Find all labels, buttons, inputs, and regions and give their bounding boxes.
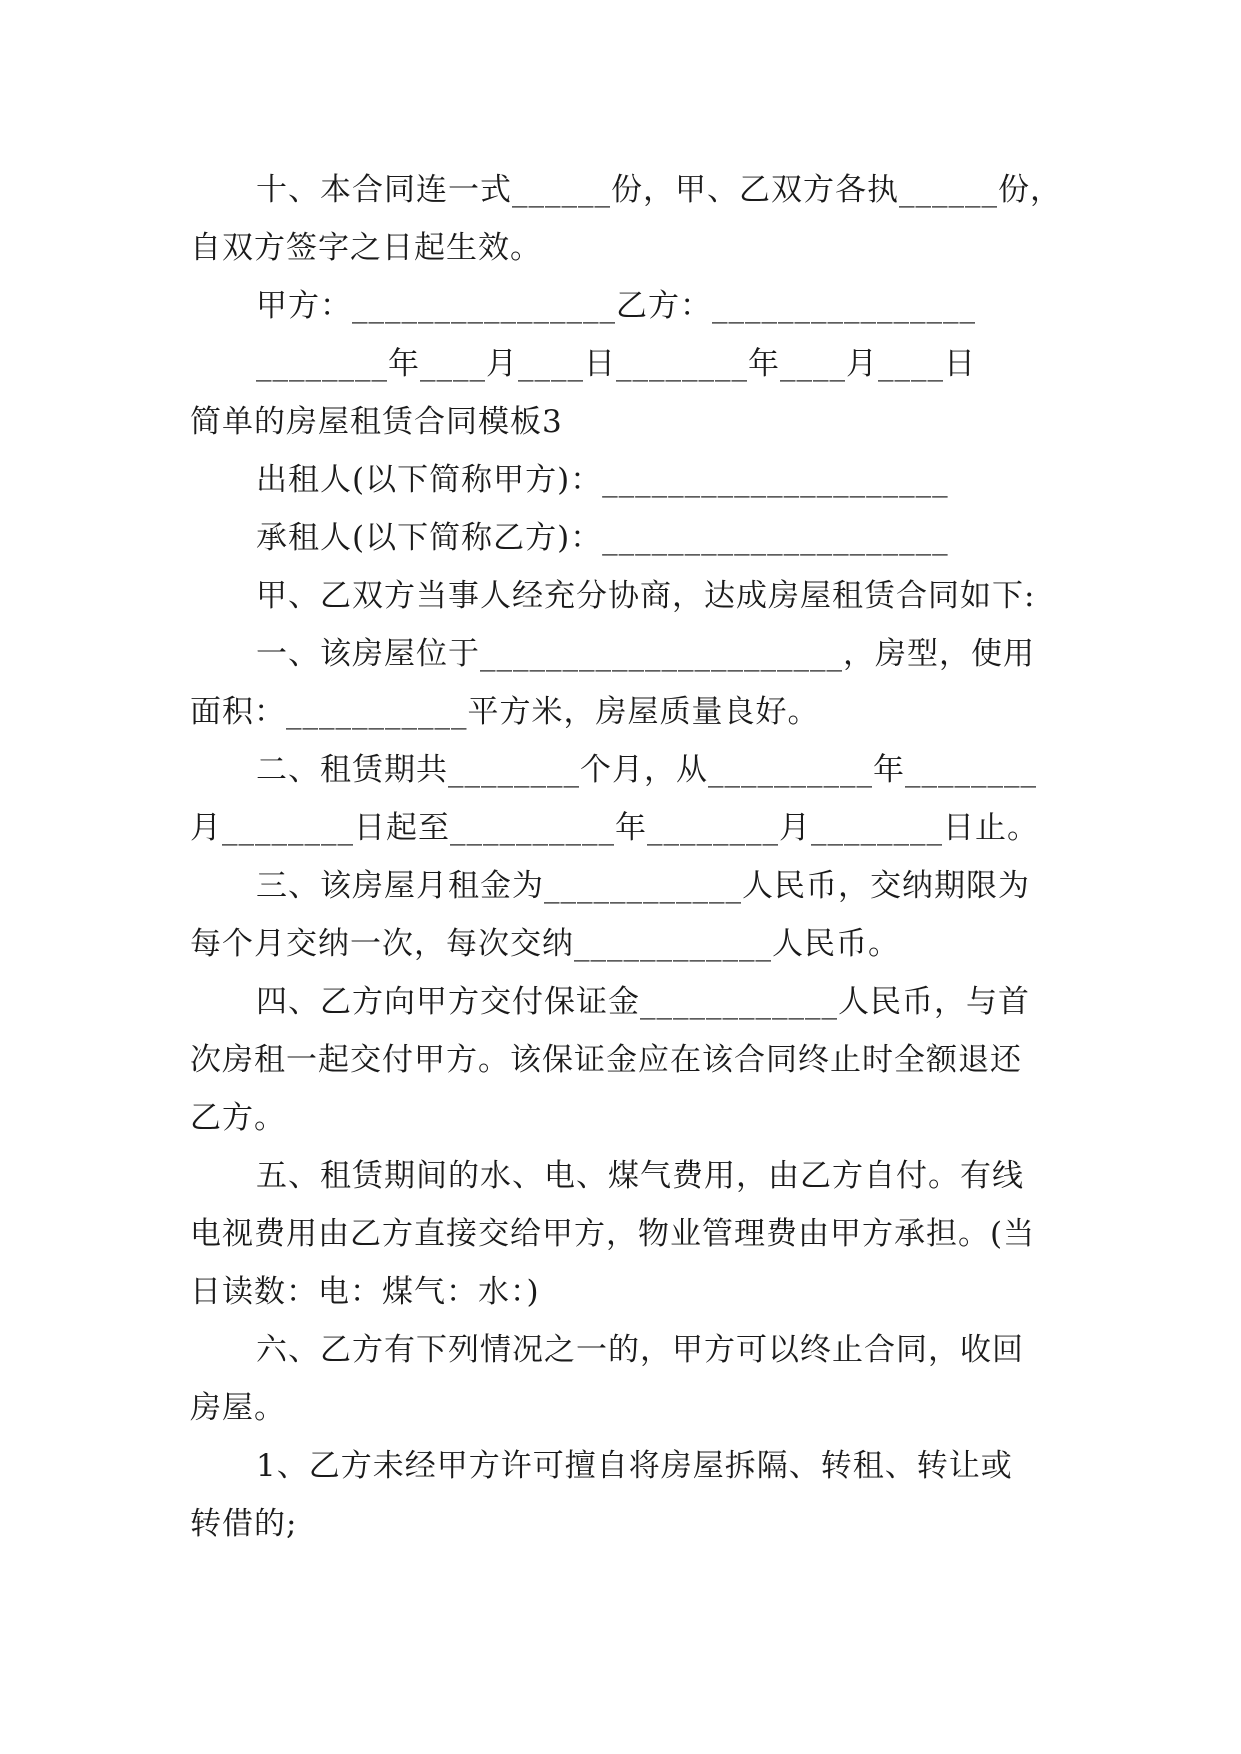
clause-2-line-2: 月________日起至__________年________月________日止。 [190, 810, 1039, 846]
clause-10-line-2: 自双方签字之日起生效。 [190, 230, 542, 266]
lessor-line: 出租人(以下简称甲方)：_____________________ [256, 462, 949, 498]
clause-5-line-1: 五、租赁期间的水、电、煤气费用，由乙方自付。有线 [256, 1158, 1024, 1194]
lessee-line: 承租人(以下简称乙方)：_____________________ [256, 520, 949, 556]
signature-dates-line: ________年____月____日________年____月____日 [256, 346, 976, 382]
clause-6-line-2: 房屋。 [190, 1390, 286, 1426]
clause-6-item-1-line-1: 1、乙方未经甲方许可擅自将房屋拆隔、转租、转让或 [256, 1448, 1013, 1484]
signature-parties-line: 甲方：________________乙方：________________ [256, 288, 976, 324]
clause-4-line-2: 次房租一起交付甲方。该保证金应在该合同终止时全额退还 [190, 1042, 1022, 1078]
clause-1-line-2: 面积：___________平方米，房屋质量良好。 [190, 694, 820, 730]
clause-4-line-3: 乙方。 [190, 1100, 286, 1136]
clause-5-line-2: 电视费用由乙方直接交给甲方，物业管理费由甲方承担。(当 [190, 1216, 1036, 1252]
agreement-intro-line: 甲、乙双方当事人经充分协商，达成房屋租赁合同如下: [256, 578, 1036, 614]
clause-6-item-1-line-2: 转借的; [190, 1506, 298, 1542]
clause-1-line-1: 一、该房屋位于______________________，房型，使用 [256, 636, 1035, 672]
clause-4-line-1: 四、乙方向甲方交付保证金____________人民币，与首 [256, 984, 1030, 1020]
clause-6-line-1: 六、乙方有下列情况之一的，甲方可以终止合同，收回 [256, 1332, 1024, 1368]
template-3-title: 简单的房屋租赁合同模板3 [190, 404, 563, 440]
clause-10-line-1: 十、本合同连一式______份，甲、乙双方各执______份， [256, 172, 1062, 208]
clause-3-line-1: 三、该房屋月租金为____________人民币，交纳期限为 [256, 868, 1030, 904]
clause-2-line-1: 二、租赁期共________个月，从__________年________ [256, 752, 1037, 788]
clause-3-line-2: 每个月交纳一次，每次交纳____________人民币。 [190, 926, 900, 962]
clause-5-line-3: 日读数：电：煤气：水：) [190, 1274, 540, 1310]
